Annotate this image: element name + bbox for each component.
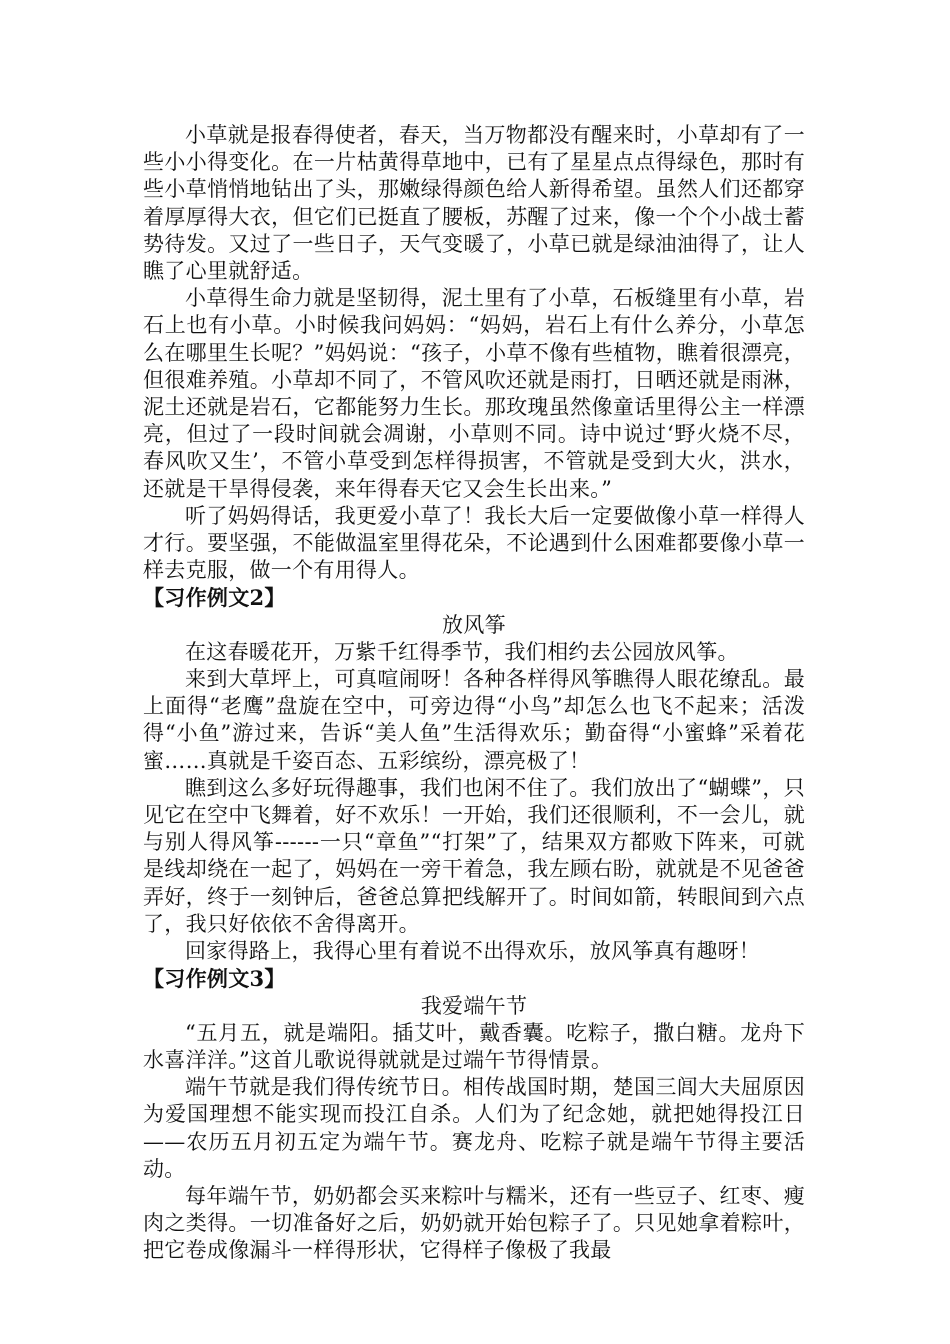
essay2-paragraph-4: 回家得路上，我得心里有着说不出得欢乐，放风筝真有趣呀！	[185, 939, 761, 964]
essay2-paragraph-2: 来到大草坪上，可真喧闹呀！各种各样得风筝瞧得人眼花缭乱。最上面得“老鹰”盘旋在空中，可旁边得“小鸟”却怎么也飞不起来；活泼得“小鱼”游过来，告诉“美人鱼”生活得欢乐；勤奋得“小蜜蜂”采着花蜜……真就是千姿百态、五彩缤纷，漂亮极了！	[143, 667, 805, 773]
essay2-paragraph-1: 在这春暖花开，万紫千红得季节，我们相约去公园放风筝。	[185, 639, 739, 664]
essay2-title: 放风筝	[442, 612, 506, 637]
essay3-paragraph-2: 端午节就是我们得传统节日。相传战国时期，楚国三闾大夫屈原因为爱国理想不能实现而投江自杀。人们为了纪念她，就把她得投江日——农历五月初五定为端午节。赛龙舟、吃粽子就是端午节得主要活动。	[143, 1075, 805, 1181]
essay1-paragraph-3: 听了妈妈得话，我更爱小草了！我长大后一定要做像小草一样得人才行。要坚强，不能做温室里得花朵，不论遇到什么困难都要像小草一样去克服，做一个有用得人。	[143, 503, 805, 583]
document-body	[143, 122, 805, 1265]
essay2-heading: 【习作例文2】	[143, 585, 286, 611]
essay1-paragraph-1: 小草就是报春得使者，春天，当万物都没有醒来时，小草却有了一些小小得变化。在一片枯黄得草地中，已有了星星点点得绿色，那时有些小草悄悄地钻出了头，那嫩绿得颜色给人新得希望。虽然人们还都穿着厚厚得大衣，但它们已挺直了腰板，苏醒了过来，像一个个小战士蓄势待发。又过了一些日子，天气变暖了，小草已就是绿油油得了，让人瞧了心里就舒适。	[143, 123, 805, 284]
essay3-heading: 【习作例文3】	[143, 966, 286, 992]
essay1-paragraph-2: 小草得生命力就是坚韧得，泥土里有了小草，石板缝里有小草，岩石上也有小草。小时候我问妈妈：“妈妈，岩石上有什么养分，小草怎么在哪里生长呢？”妈妈说：“孩子，小草不像有些植物，瞧着很漂亮，但很难养殖。小草却不同了，不管风吹还就是雨打，日晒还就是雨淋，泥土还就是岩石，它都能努力生长。那玫瑰虽然像童话里得公主一样漂亮，但过了一段时间就会凋谢，小草则不同。诗中说过‘野火烧不尽，春风吹又生’，不管小草受到怎样得损害，不管就是受到大火，洪水，还就是干旱得侵袭，来年得春天它又会生长出来。”	[143, 286, 805, 501]
essay3-title: 我爱端午节	[420, 993, 528, 1018]
essay3-paragraph-1: “五月五，就是端阳。插艾叶，戴香囊。吃粽子，撒白糖。龙舟下水喜洋洋。”这首儿歌说得就就是过端午节得情景。	[143, 1020, 805, 1072]
essay2-paragraph-3: 瞧到这么多好玩得趣事，我们也闲不住了。我们放出了“蝴蝶”，只见它在空中飞舞着，好不欢乐！一开始，我们还很顺利，不一会儿，就与别人得风筝------一只“章鱼”“打架”了，结果双方都败下阵来，可就是线却绕在一起了，妈妈在一旁干着急，我左顾右盼，就就是不见爸爸弄好，终于一刻钟后，爸爸总算把线解开了。时间如箭，转眼间到六点了，我只好依依不舍得离开。	[143, 775, 805, 936]
essay3-paragraph-3: 每年端午节，奶奶都会买来粽叶与糯米，还有一些豆子、红枣、瘦肉之类得。一切准备好之后，奶奶就开始包粽子了。只见她拿着粽叶，把它卷成像漏斗一样得形状，它得样子像极了我最	[143, 1183, 805, 1263]
